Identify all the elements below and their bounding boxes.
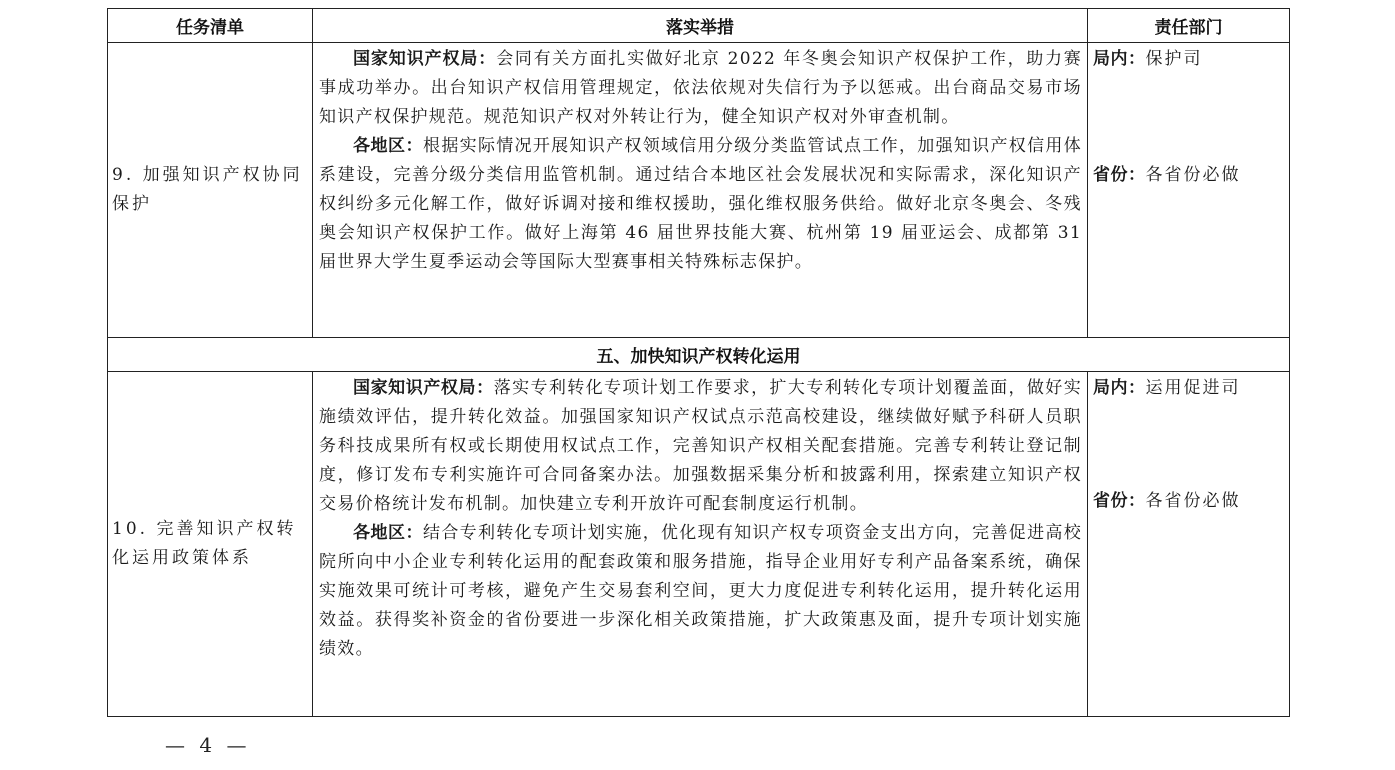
- header-task-list: 任务清单: [108, 9, 313, 43]
- measure-label: 各地区：: [353, 136, 424, 156]
- measure-text: 落实专利转化专项计划工作要求，扩大专利转化专项计划覆盖面，做好实施绩效评估，提升转化效益。加强国家知识产权试点示范高校建设，继续做好赋予科研人员职务科技成果所有权或长期使用权试点工作，完善知识产权相关配套措施。完善专利转让登记制度，修订发布专利实施许可合同备案办法。加强数据采集分析和披露利用，探索建立知识产权交易价格统计发布机制。加快建立专利开放许可配套制度运行机制。: [319, 378, 1082, 514]
- section-row: [108, 338, 1290, 372]
- table-header-row: [108, 9, 1290, 43]
- measure-text: 结合专利转化专项计划实施，优化现有知识产权专项资金支出方向，完善促进高校院所向中小企业专利转化运用的配套政策和服务措施，指导企业用好专利产品备案系统，确保实施效果可统计可考核，避免产生交易套利空间，更大力度促进专利转化运用，提升转化运用效益。获得奖补资金的省份要进一步深化相关政策措施，扩大政策惠及面，提升专项计划实施绩效。: [319, 523, 1082, 659]
- measure-text: 根据实际情况开展知识产权领域信用分级分类监管试点工作，加强知识产权信用体系建设，完善分级分类信用监管机制。通过结合本地区社会发展状况和实际需求，深化知识产权纠纷多元化解工作，做好诉调对接和维权援助，强化维权服务供给。做好北京冬奥会、冬残奥会知识产权保护工作。做好上海第 46 届世界技能大赛、杭州第 19 届亚运会、成都第 31 届世界大学生夏季运动会等国际大型赛事相关特殊标志保护。: [319, 136, 1082, 272]
- header-department: 责任部门: [1088, 9, 1290, 43]
- department-province: 省份：各省份必做: [1093, 165, 1241, 185]
- measures-cell: [313, 43, 1088, 338]
- task-name: 10. 完善知识产权转化运用政策体系: [108, 372, 313, 717]
- table-row: [108, 372, 1290, 717]
- section-title: 五、加快知识产权转化运用: [108, 338, 1290, 372]
- department-cell: [1088, 43, 1290, 338]
- task-name: 9. 加强知识产权协同保护: [108, 43, 313, 338]
- measure-paragraph: [319, 519, 1082, 664]
- measures-cell: [313, 372, 1088, 717]
- header-measures: 落实举措: [313, 9, 1088, 43]
- measure-paragraph: [319, 374, 1082, 519]
- department-internal: 局内：运用促进司: [1093, 378, 1241, 398]
- measure-paragraph: [319, 45, 1082, 132]
- department-cell: [1088, 372, 1290, 717]
- table-row: [108, 43, 1290, 338]
- measure-paragraph: [319, 132, 1082, 277]
- measure-label: 各地区：: [353, 523, 424, 543]
- department-province: 省份：各省份必做: [1093, 491, 1241, 511]
- measure-text: 会同有关方面扎实做好北京 2022 年冬奥会知识产权保护工作，助力赛事成功举办。出台知识产权信用管理规定，依法依规对失信行为予以惩戒。出台商品交易市场知识产权保护规范。规范知识产权对外转让行为，健全知识产权对外审查机制。: [319, 49, 1082, 127]
- measure-label: 国家知识产权局：: [353, 378, 494, 398]
- measure-label: 国家知识产权局：: [353, 49, 497, 69]
- department-internal: 局内：保护司: [1093, 49, 1203, 69]
- page-number: — 4 —: [165, 733, 251, 757]
- task-table: [107, 8, 1290, 717]
